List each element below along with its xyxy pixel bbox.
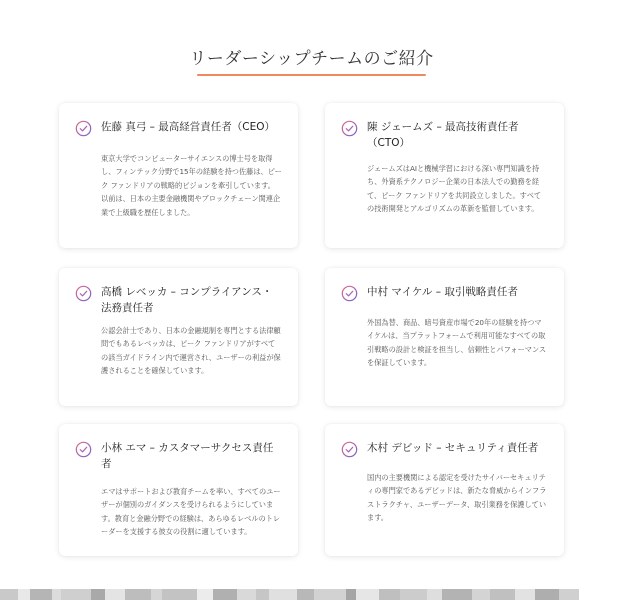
blurred-footer-strip (0, 589, 623, 600)
member-name: 小林 エマ – カスタマーサクセス責任者 (101, 442, 274, 470)
check-circle-icon (341, 285, 358, 302)
member-name: 木村 デビッド – セキュリティ責任者 (367, 442, 539, 454)
member-description: 東京大学でコンピューターサイエンスの博士号を取得し、フィンテック分野で15年の経験を持つ佐藤は、ピーク ファンドリアの戦略的ビジョンを牽引しています。以前は、日本の主要金融機関やブロックチェーン関連企業で上級職を歴任しました。 (101, 154, 282, 217)
team-card-compliance (59, 268, 298, 406)
member-description: ジェームズはAIと機械学習における深い専門知識を持ち、外資系テクノロジー企業の日本法人での勤務を経て、ピーク ファンドリアを共同設立しました。すべての技術開発とアルゴリズムの革新を監督しています。 (367, 164, 542, 214)
member-name: 高橋 レベッカ – コンプライアンス・法務責任者 (101, 286, 273, 314)
title-underline (197, 74, 426, 76)
check-circle-icon (75, 441, 92, 458)
member-description: 外国為替、商品、暗号資産市場で20年の経験を持つマイケルは、当プラットフォームで利用可能なすべての取引戦略の設計と検証を担当し、信頼性とパフォーマンスを保証しています。 (367, 318, 547, 368)
section-title: リーダーシップチームのご紹介 (189, 49, 434, 69)
check-circle-icon (341, 120, 358, 137)
member-description: 国内の主要機関による認定を受けたサイバーセキュリティの専門家であるデビッドは、新たな脅威からインフラストラクチャ、ユーザーデータ、取引業務を保護しています。 (367, 473, 547, 523)
member-name: 中村 マイケル – 取引戦略責任者 (367, 286, 518, 298)
member-description: エマはサポートおよび教育チームを率い、すべてのユーザーが個別のガイダンスを受けられるようにしています。教育と金融分野での経験は、あらゆるレベルのトレーダーを支援する彼女の役割に適しています。 (101, 487, 281, 537)
team-card-customer-success (59, 424, 298, 556)
team-card-security (325, 424, 564, 556)
team-card-cto (325, 103, 564, 248)
team-card-trading (325, 268, 564, 406)
team-card-ceo (59, 103, 298, 248)
check-circle-icon (75, 120, 92, 137)
member-name: 佐藤 真弓 – 最高経営責任者（CEO） (101, 121, 275, 133)
check-circle-icon (341, 441, 358, 458)
member-description: 公認会計士であり、日本の金融規制を専門とする法律顧問でもあるレベッカは、ピーク ファンドリアがすべての該当ガイドライン内で運営され、ユーザーの利益が保護されることを確保しています。 (101, 326, 281, 376)
check-circle-icon (75, 285, 92, 302)
member-name: 陳 ジェームズ – 最高技術責任者（CTO） (367, 121, 519, 149)
